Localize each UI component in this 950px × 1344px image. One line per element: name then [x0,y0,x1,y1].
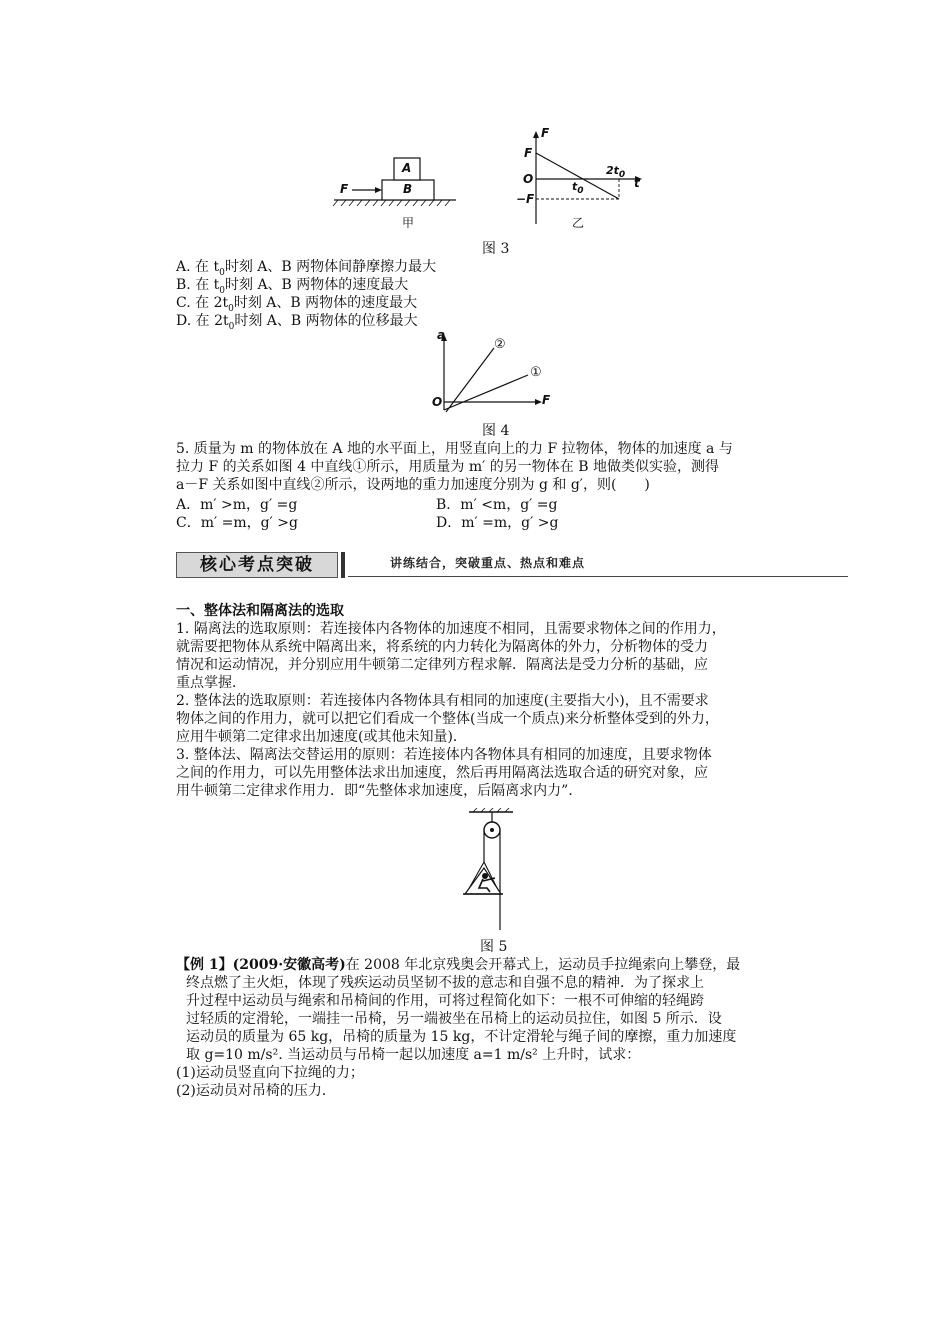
section-1-line-7: 应用牛顿第二定律求出加速度(或其他未知量)． [176,729,467,745]
fig4-axis-a: a [437,328,446,342]
example-1-line-3: 升过程中运动员与绳索和吊椅间的作用，可将过程简化如下：一根不可伸缩的轻绳跨 [186,993,704,1009]
banner-divider [341,552,345,578]
fig4-axis-f: F [542,393,551,407]
section-1-line-4: 重点掌握． [176,675,246,691]
option-4-a: A. 在 $t_0$时刻 A、B 两物体间静摩擦力最大 [176,259,437,278]
example-source: (2009·安徽高考) [232,957,346,973]
fig3-axis-f: F [541,126,550,140]
q5-option-c: C．m′ =m，g′ >g [176,515,298,531]
example-1-line-2: 终点燃了主火炬，体现了残疾运动员坚韧不拔的意志和自强不息的精神．为了探求上 [186,975,704,991]
athlete-icon [482,873,488,879]
fig4-origin: O [432,395,443,409]
banner-rule [348,576,848,577]
section-1-line-3: 情况和运动情况，并分别应用牛顿第二定律列方程求解．隔离法是受力分析的基础，应 [176,657,708,673]
figure-3-jia [330,150,460,240]
fig3-block-a-label: A [402,161,412,175]
fig3-force-label: F [340,182,349,196]
fig3-tick-f: F [524,146,533,160]
section-1-line-1: 1. 隔离法的选取原则：若连接体内各物体的加速度不相同，且需要求物体之间的作用力， [176,621,726,637]
fig4-line1-label: ① [530,365,542,380]
option-4-c: C. 在 $2t_0$时刻 A、B 两物体的速度最大 [176,295,418,314]
line-1 [444,375,528,410]
figure-4-caption: 图 4 [482,423,510,439]
banner-title: 核心考点突破 [176,552,338,578]
fig3-tick-2t0: $2t_0$ [606,164,626,181]
figure-3-yi-graph [515,128,650,228]
q5-option-b: B．m′ <m，g′ =g [436,497,558,513]
option-4-b: B. 在 $t_0$时刻 A、B 两物体的速度最大 [176,277,409,296]
q5-option-a: A．m′ >m，g′ =g [176,497,298,513]
example-1-question-1: (1)运动员竖直向下拉绳的力； [176,1065,364,1081]
section-1-line-2: 就需要把物体从系统中隔离出来，将系统的内力转化为隔离体的外力，分析物体的受力 [176,639,708,655]
q5-line-2: 拉力 F 的关系如图 4 中直线①所示，用质量为 m′ 的另一物体在 B 地做类似实验，测得 [176,459,719,475]
section-1-line-9: 之间的作用力，可以先用整体法求出加速度，然后再用隔离法选取合适的研究对象，应 [176,765,708,781]
example-1-question-2: (2)运动员对吊椅的压力． [176,1083,336,1099]
example-1-line-6: 取 g=10 m/s². 当运动员与吊椅一起以加速度 a=1 m/s² 上升时，试求： [186,1047,641,1063]
example-1-line-4: 过轻质的定滑轮，一端挂一吊椅，另一端被坐在吊椅上的运动员拉住，如图 5 所示．设 [186,1011,722,1027]
fig3-block-b-label: B [403,182,413,196]
q5-option-d: D．m′ =m，g′ >g [436,515,559,531]
q5-line-1: 5. 质量为 m 的物体放在 A 地的水平面上，用竖直向上的力 F 拉物体，物体的加速度 a 与 [176,441,733,457]
fig3-tick-neg-f: −F [516,192,535,206]
section-1-line-8: 3. 整体法、隔离法交替运用的原则：若连接体内各物体具有相同的加速度，且要求物体 [176,747,712,763]
fig3-tick-t0: $t_0$ [572,180,584,197]
fig3-jia-label: 甲 [402,216,415,230]
fig3-yi-label: 乙 [572,216,585,230]
example-tag: 【例 1】 [176,957,233,973]
section-1-heading: 一、整体法和隔离法的选取 [176,603,344,619]
section-1-line-10: 用牛顿第二定律求作用力．即“先整体求加速度，后隔离求内力”． [176,783,583,799]
section-banner [176,552,848,580]
figure-3-caption: 图 3 [482,241,510,257]
figure-5-pulley [455,808,525,934]
fig3-tick-o: O [523,172,534,186]
q5-line-3: a－F 关系如图中直线②所示，设两地的重力加速度分别为 g 和 g′，则( ) [176,477,650,493]
option-4-d: D. 在 $2t_0$时刻 A、B 两物体的位移最大 [176,313,418,332]
fig4-line2-label: ② [494,337,506,352]
fig3-axis-t: t [634,176,640,190]
banner-subtitle: 讲练结合，突破重点、热点和难点 [390,556,586,570]
example-1-line-5: 运动员的质量为 65 kg，吊椅的质量为 15 kg，不计定滑轮与绳子间的摩擦，重力加速度 [186,1029,737,1045]
figure-5-caption: 图 5 [480,939,508,955]
example-1-line-1: 【例 1】(2009·安徽高考)在 2008 年北京残奥会开幕式上，运动员手拉绳索向上攀登，最 [176,957,741,973]
section-1-line-5: 2. 整体法的选取原则：若连接体内各物体具有相同的加速度(主要指大小)，且不需要求 [176,693,709,709]
section-1-line-6: 物体之间的作用力，就可以把它们看成一个整体(当成一个质点)来分析整体受到的外力， [176,711,719,727]
